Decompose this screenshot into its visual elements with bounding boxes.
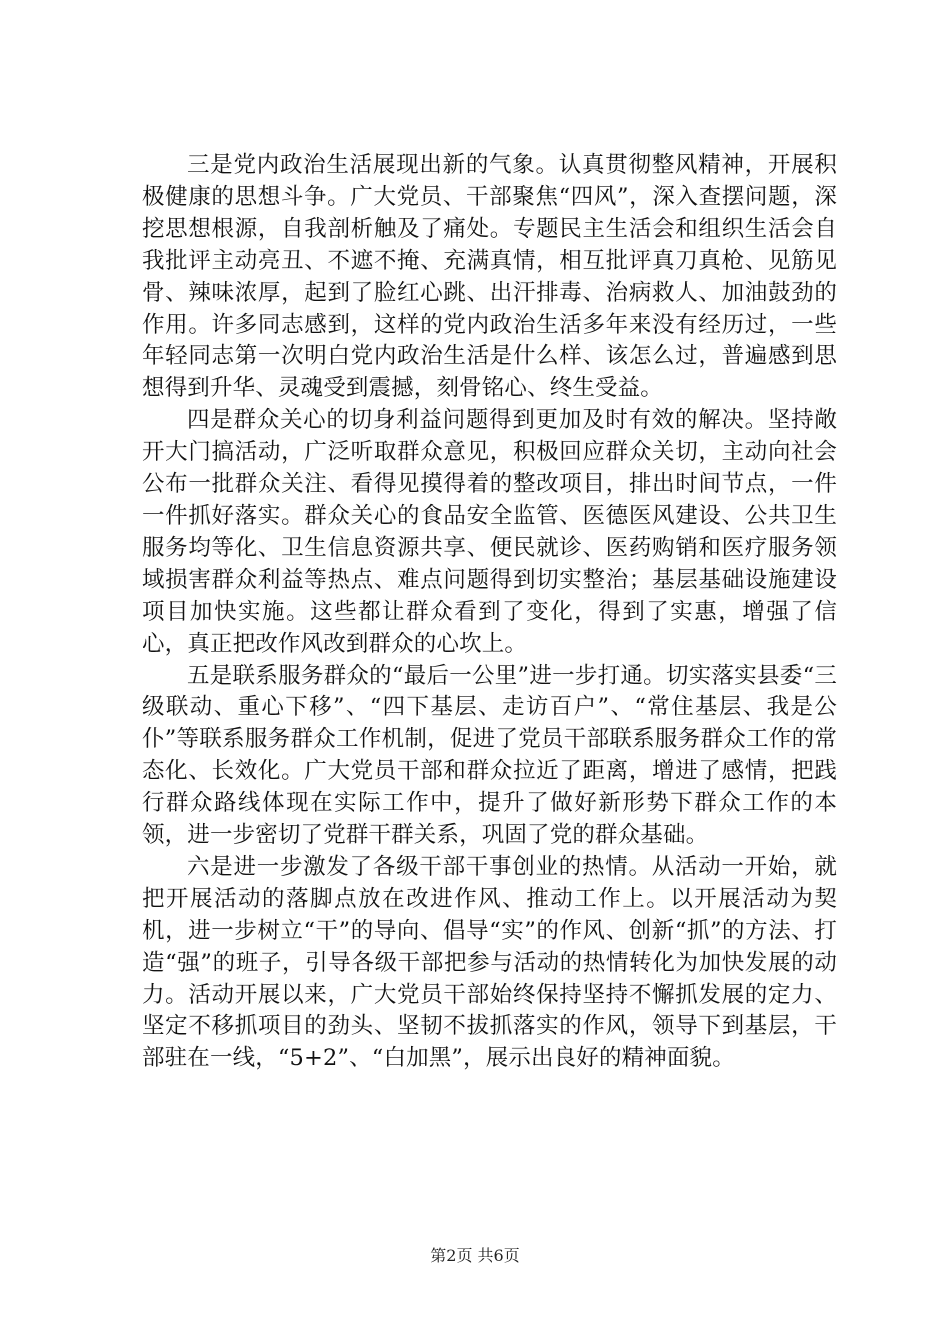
document-body	[142, 150, 837, 1075]
page-number-footer: 第2页 共6页	[430, 1246, 520, 1265]
paragraph-four: 四是群众关心的切身利益问题得到更加及时有效的解决。坚持敞开大门搞活动，广泛听取群众意见，积极回应群众关切，主动向社会公布一批群众关注、看得见摸得着的整改项目，排出时间节点，一件一件抓好落实。群众关心的食品安全监管、医德医风建设、公共卫生服务均等化、卫生信息资源共享、便民就诊、医药购销和医疗服务领域损害群众利益等热点、难点问题得到切实整治；基层基础设施建设项目加快实施。这些都让群众看到了变化，得到了实惠，增强了信心，真正把改作风改到群众的心坎上。	[142, 407, 837, 657]
paragraph-three: 三是党内政治生活展现出新的气象。认真贯彻整风精神，开展积极健康的思想斗争。广大党员、干部聚焦“四风”，深入查摆问题，深挖思想根源，自我剖析触及了痛处。专题民主生活会和组织生活会自我批评主动亮丑、不遮不掩、充满真情，相互批评真刀真枪、见筋见骨、辣味浓厚，起到了脸红心跳、出汗排毒、治病救人、加油鼓劲的作用。许多同志感到，这样的党内政治生活多年来没有经历过，一些年轻同志第一次明白党内政治生活是什么样、该怎么过，普遍感到思想得到升华、灵魂受到震撼，刻骨铭心、终生受益。	[142, 152, 837, 402]
paragraph-six: 六是进一步激发了各级干部干事创业的热情。从活动一开始，就把开展活动的落脚点放在改进作风、推动工作上。以开展活动为契机，进一步树立“干”的导向、倡导“实”的作风、创新“抓”的方法、打造“强”的班子，引导各级干部把参与活动的热情转化为加快发展的动力。活动开展以来，广大党员干部始终保持坚持不懈抓发展的定力、坚定不移抓项目的劲头、坚韧不拔抓落实的作风，领导下到基层，干部驻在一线，“5+2”、“白加黑”，展示出良好的精神面貌。	[142, 853, 837, 1072]
paragraph-five: 五是联系服务群众的“最后一公里”进一步打通。切实落实县委“三级联动、重心下移”、“四下基层、走访百户”、“常住基层、我是公仆”等联系服务群众工作机制，促进了党员干部联系服务群众工作的常态化、长效化。广大党员干部和群众拉近了距离，增进了感情，把践行群众路线体现在实际工作中，提升了做好新形势下群众工作的本领，进一步密切了党群干群关系，巩固了党的群众基础。	[142, 662, 837, 849]
